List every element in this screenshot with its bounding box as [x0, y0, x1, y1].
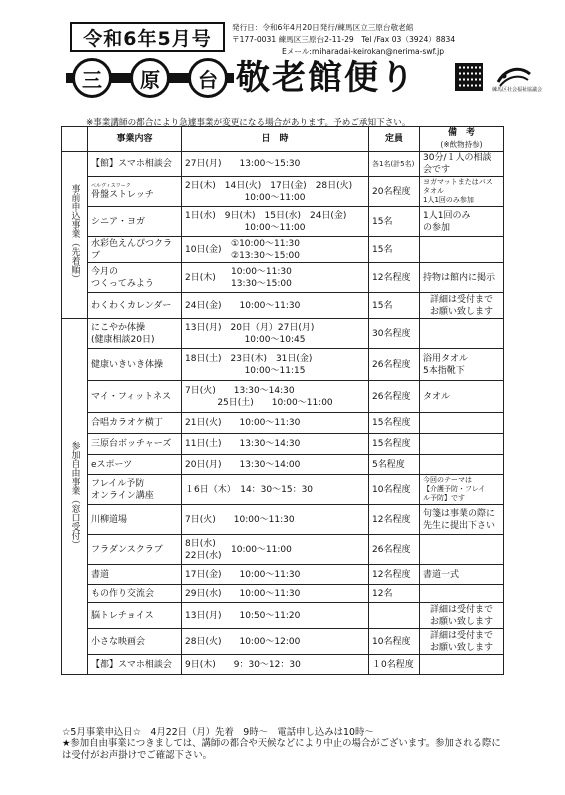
- event-name: [88, 319, 182, 349]
- event-date-line: 1日(水) 9日(木) 15日(水) 24日(金): [185, 210, 347, 221]
- header-remarks-sub: (※飲物持参): [440, 140, 483, 149]
- event-name-text: 【都】スマホ相談会: [91, 659, 172, 670]
- event-name-text: 小さな映画会: [91, 636, 146, 647]
- table-row: [62, 565, 504, 585]
- table-row: [62, 629, 504, 655]
- event-remarks: [420, 434, 504, 455]
- table-row: [62, 585, 504, 603]
- event-name: [88, 381, 182, 413]
- event-date-line: 10:00～11:00: [231, 544, 292, 555]
- table-row: [62, 455, 504, 475]
- table-row: [62, 655, 504, 675]
- header-capacity: 定員: [369, 127, 420, 152]
- table-row: [62, 434, 504, 455]
- event-remark-line: 持物は館内に掲示: [423, 272, 496, 283]
- event-remarks: [420, 655, 504, 675]
- event-remarks: [420, 585, 504, 603]
- event-remark-line: 1人1回のみ: [423, 210, 471, 221]
- event-name-text: 今月の つくってみよう: [91, 266, 154, 289]
- event-name-text: 骨盤ストレッチ: [91, 189, 154, 200]
- event-remark-line: ル予防】です: [423, 494, 465, 502]
- event-remark-line: お願い致します: [429, 616, 493, 627]
- event-name-ruby: ベルヴィスワーク: [91, 182, 131, 189]
- banner-char-3: 台: [188, 58, 228, 98]
- event-remark-line: 【介護予防・フレイ: [423, 485, 486, 493]
- event-name: [88, 655, 182, 675]
- event-name-text: 【館】スマホ相談会: [91, 159, 172, 169]
- event-remark-line: 浴用タオル: [423, 353, 469, 364]
- schedule-table: [61, 126, 504, 675]
- event-remarks: [420, 603, 504, 629]
- qr-code-icon[interactable]: [455, 63, 483, 91]
- event-date-line: 10:00～11:00: [244, 222, 306, 233]
- event-remarks: [420, 152, 504, 177]
- event-datetime: [182, 455, 369, 475]
- event-datetime: [182, 381, 369, 413]
- table-row: [62, 152, 504, 177]
- event-datetime: [182, 629, 369, 655]
- event-date-line: ①10:00～11:30: [231, 238, 300, 249]
- event-capacity: 30名程度: [369, 319, 420, 349]
- event-remarks: [420, 565, 504, 585]
- event-name: [88, 535, 182, 565]
- event-date-line: 25日(土) 10:00～11:00: [217, 397, 333, 408]
- publisher-line: 発行日：令和6年4月20日発行/練馬区立三原台敬老館: [232, 23, 414, 32]
- header-remarks-label: 備 考: [447, 128, 475, 138]
- table-header-row: [62, 127, 504, 152]
- event-remark-line: 先生に提出下さい: [423, 520, 496, 531]
- event-name: [88, 152, 182, 177]
- event-name-text: にこやか体操 (健康相談20日): [91, 322, 155, 345]
- event-capacity: 26名程度: [369, 535, 420, 565]
- event-name: [88, 349, 182, 381]
- event-remarks: [420, 177, 504, 207]
- event-name-text: 川柳道場: [91, 514, 128, 525]
- event-name-text: 三原台ボッチャーズ: [91, 439, 172, 449]
- event-name-text: 書道: [91, 569, 110, 580]
- event-date-line: 2日(木) 14日(火) 17日(金) 28日(火): [185, 180, 353, 191]
- table-row: [62, 237, 504, 263]
- event-datetime: [182, 207, 369, 237]
- event-capacity: 12名程度: [369, 505, 420, 535]
- event-date-line: 13日(月) 10:50～11:20: [185, 610, 301, 621]
- table-row: [62, 177, 504, 207]
- event-remarks: [420, 455, 504, 475]
- event-capacity: 10名程度: [369, 629, 420, 655]
- table-row: [62, 475, 504, 505]
- header-remarks: [420, 127, 504, 152]
- event-name-text: フレイル予防 オンライン講座: [91, 478, 154, 501]
- table-row: [62, 293, 504, 319]
- event-date-prefix: 10日(金): [185, 244, 222, 255]
- section-label: [62, 319, 88, 675]
- issue-label: 令和6年5月号: [70, 22, 225, 52]
- event-date-line: 20日(月) 13:30～14:00: [185, 459, 301, 470]
- publisher-info: [232, 22, 455, 58]
- event-date-line: 18日(土) 23日(木) 31日(金): [185, 353, 313, 364]
- event-date-line: 10:00～10:45: [244, 334, 306, 345]
- event-name: [88, 603, 182, 629]
- section-label-text: 参加自由事業（窓口受付）: [69, 440, 80, 549]
- event-remark-line: 句箋は事業の際に: [423, 508, 496, 519]
- table-row: [62, 349, 504, 381]
- event-capacity: 12名程度: [369, 263, 420, 293]
- event-name: [88, 207, 182, 237]
- event-capacity: 15名程度: [369, 413, 420, 434]
- table-row: [62, 381, 504, 413]
- event-name: [88, 475, 182, 505]
- event-capacity: 15名: [369, 207, 420, 237]
- event-datetime: [182, 434, 369, 455]
- event-capacity: 5名程度: [369, 455, 420, 475]
- header-datetime: 日 時: [182, 127, 369, 152]
- event-date-prefix: 2日(木): [185, 272, 216, 283]
- event-capacity: 26名程度: [369, 349, 420, 381]
- event-date-line: 7日(火) 13:30～14:30: [185, 385, 295, 396]
- event-remarks: [420, 263, 504, 293]
- header-category: [62, 127, 88, 152]
- section-label-text: 事前申込事業（先着順）: [69, 183, 80, 283]
- event-datetime: [182, 263, 369, 293]
- event-remarks: [420, 319, 504, 349]
- event-name-text: 水彩色えんぴつクラブ: [91, 238, 173, 261]
- event-remarks: [420, 629, 504, 655]
- event-datetime: [182, 585, 369, 603]
- application-date-note: ☆5月事業申込日☆ 4月22日（月）先着 9時～ 電話申し込みは10時～: [62, 727, 374, 738]
- event-remarks: [420, 207, 504, 237]
- event-datetime: [182, 349, 369, 381]
- event-datetime: [182, 319, 369, 349]
- event-remarks: [420, 475, 504, 505]
- event-datetime: [182, 565, 369, 585]
- event-capacity: 15名: [369, 237, 420, 263]
- section-label: [62, 152, 88, 319]
- event-remark-line: 会です: [423, 165, 451, 175]
- logo-caption: 練馬区社会福祉協議会: [492, 87, 543, 93]
- event-remark-line: 5本指靴下: [423, 365, 465, 376]
- event-date-line: 13日(月) 20日（月）27日(月): [185, 322, 315, 333]
- event-datetime: [182, 603, 369, 629]
- event-date-line: 7日(火) 10:00～11:30: [185, 514, 295, 525]
- event-datetime: [182, 413, 369, 434]
- event-date-line: 27日(月) 13:00～15:30: [185, 159, 301, 169]
- event-date-line: 29日(水) 10:00～11:30: [185, 588, 301, 599]
- banner-char-1: 三: [72, 58, 112, 98]
- event-remark-line: タオル: [423, 391, 451, 402]
- event-date-line: 10:00～11:15: [244, 365, 306, 376]
- event-datetime: [182, 152, 369, 177]
- event-date-prefix: 8日(水) 22日(水): [185, 538, 222, 561]
- header-event: 事業内容: [88, 127, 182, 152]
- event-name: [88, 263, 182, 293]
- event-date-line: 24日(金) 10:00～11:30: [185, 300, 301, 311]
- event-datetime: [182, 475, 369, 505]
- event-capacity: 12名程度: [369, 565, 420, 585]
- event-capacity: 10名程度: [369, 475, 420, 505]
- event-datetime: [182, 535, 369, 565]
- event-remark-line: 書道一式: [423, 569, 460, 580]
- event-remarks: [420, 381, 504, 413]
- masthead-title: 敬老館便り: [236, 58, 416, 98]
- event-name-text: シニア・ヨガ: [91, 216, 146, 227]
- event-name: [88, 293, 182, 319]
- event-date-line: 21日(火) 10:00～11:30: [185, 418, 301, 428]
- event-remark-line: お願い致します: [429, 642, 493, 653]
- event-datetime: [182, 237, 369, 263]
- event-capacity: 12名: [369, 585, 420, 603]
- table-row: [62, 319, 504, 349]
- event-datetime: [182, 505, 369, 535]
- event-name-text: もの作り交流会: [91, 588, 155, 599]
- event-date-line: 11日(土) 13:30～14:30: [185, 439, 301, 449]
- event-name-text: 健康いきいき体操: [91, 359, 164, 370]
- event-capacity: 15名: [369, 293, 420, 319]
- table-row: [62, 207, 504, 237]
- event-remark-line: の参加: [423, 222, 451, 233]
- event-name-text: 脳トレチョイス: [91, 610, 154, 621]
- event-remark-line: 1人1回のみ参加: [423, 196, 474, 204]
- event-remark-line: 30分/１人の相談: [423, 153, 492, 163]
- event-name: [88, 455, 182, 475]
- table-row: [62, 603, 504, 629]
- free-event-note: ★参加自由事業につきましては、講師の都合や天候などにより中止の場合がございます。参加される際には受付がお声掛けでご確認下さい。: [62, 738, 501, 761]
- notice-text: ※事業講師の都合により急遽事業が変更になる場合があります。予めご承知下さい。: [86, 118, 411, 128]
- event-remark-line: ヨガマットまたはバス: [423, 178, 493, 186]
- event-date-line: 17日(金) 10:00～11:30: [185, 569, 301, 580]
- event-name-text: マイ・フィットネス: [91, 391, 172, 402]
- event-remarks: [420, 237, 504, 263]
- event-remark-line: 詳細は受付まで: [429, 630, 493, 641]
- event-capacity: 26名程度: [369, 381, 420, 413]
- event-name: [88, 237, 182, 263]
- event-remark-line: お願い致します: [429, 306, 493, 317]
- event-remark-line: 今回のテーマは: [423, 476, 472, 484]
- event-capacity: １0名程度: [369, 655, 420, 675]
- event-remark-line: 詳細は受付まで: [429, 604, 493, 615]
- table-row: [62, 505, 504, 535]
- event-date-line: 10:00～11:30: [231, 266, 292, 277]
- event-name: [88, 434, 182, 455]
- event-remarks: [420, 293, 504, 319]
- event-capacity: 20名程度: [369, 177, 420, 207]
- event-name: [88, 413, 182, 434]
- event-name: [88, 629, 182, 655]
- event-date-line: １6日（木） 14：30～15：30: [185, 484, 314, 495]
- event-date-line: 10:00～11:00: [244, 192, 306, 203]
- event-remark-line: タオル: [423, 187, 444, 195]
- event-name-text: わくわくカレンダー: [91, 300, 172, 311]
- event-remark-line: 詳細は受付まで: [429, 294, 493, 305]
- event-name: [88, 565, 182, 585]
- event-datetime: [182, 655, 369, 675]
- event-name: [88, 177, 182, 207]
- event-date-line: 28日(火) 10:00～12:00: [185, 636, 301, 647]
- event-name-text: 合唱カラオケ横丁: [91, 418, 163, 428]
- event-remarks: [420, 505, 504, 535]
- table-row: [62, 263, 504, 293]
- event-datetime: [182, 293, 369, 319]
- event-remarks: [420, 349, 504, 381]
- email-line[interactable]: Eメール:miharadai-keirokan@nerima-swf.jp: [282, 47, 445, 56]
- table-row: [62, 535, 504, 565]
- event-date-line: ②13:30～15:00: [231, 250, 300, 261]
- event-remarks: [420, 535, 504, 565]
- event-name: [88, 505, 182, 535]
- event-name: [88, 585, 182, 603]
- event-name-text: フラダンスクラブ: [91, 544, 163, 555]
- event-capacity: 各1名(計5名): [369, 152, 420, 177]
- address-line: 〒177-0031 練馬区三原台2-11-29 Tel /Fax 03（3924）8834: [232, 35, 456, 44]
- banner-char-2: 原: [130, 58, 170, 98]
- event-capacity: [369, 603, 420, 629]
- table-row: [62, 413, 504, 434]
- event-remarks: [420, 413, 504, 434]
- event-date-line: 9日(木) 9：30～12：30: [185, 659, 301, 670]
- event-date-line: 13:30～15:00: [231, 278, 292, 289]
- event-capacity: 15名程度: [369, 434, 420, 455]
- event-name-text: eスポーツ: [91, 459, 133, 470]
- event-datetime: [182, 177, 369, 207]
